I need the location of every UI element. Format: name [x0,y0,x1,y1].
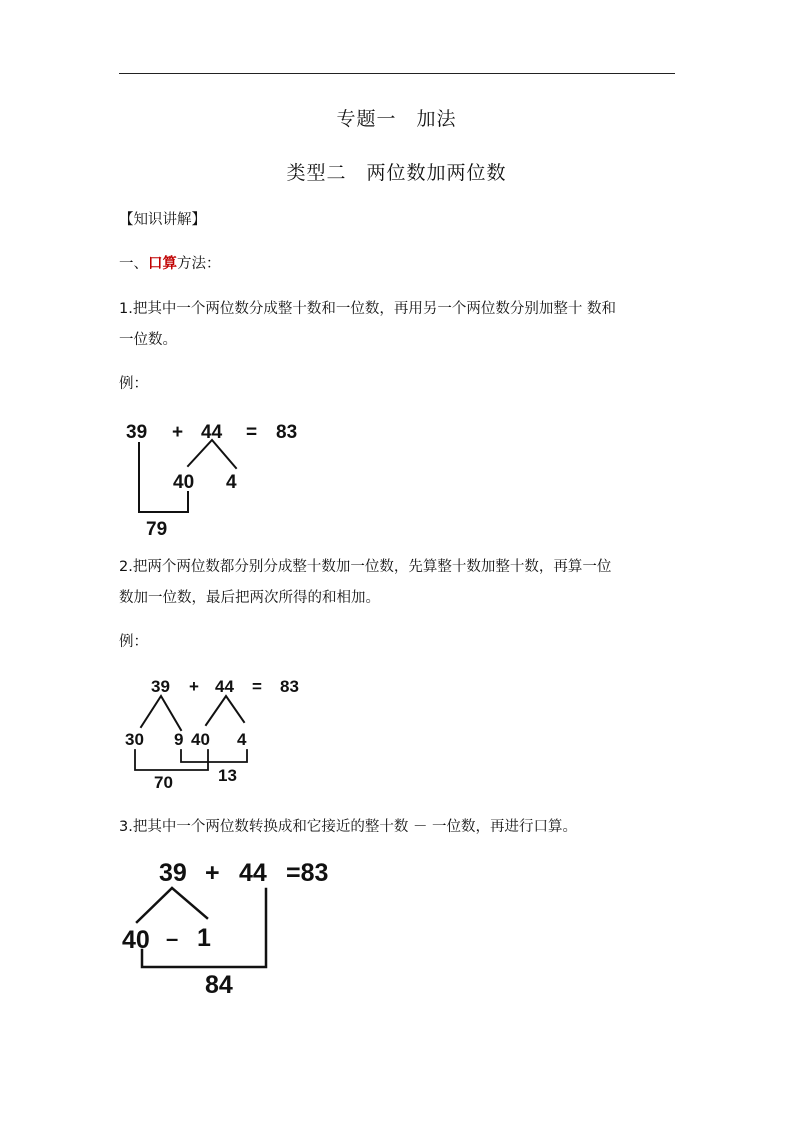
fig1-plus: + [172,422,184,443]
fig1-split-tens: 40 [173,472,195,493]
page-title: 专题一 加法 [336,108,457,130]
fig1-a: 39 [126,422,148,443]
rule2-line2: 数加一位数，最后把两次所得的和相加。 [119,590,380,606]
fig2-tens-sum: 70 [154,773,173,792]
fig2-result: 83 [280,677,299,696]
fig3-partial: 84 [205,971,233,999]
fig3-b: 44 [239,859,267,887]
fig3-round-tens: 40 [122,926,150,954]
fig2-a-ones: 9 [174,730,184,749]
fig2-a: 39 [151,677,170,696]
rule1-example-label: 例： [119,376,148,392]
fig3-plus: + [205,859,220,887]
fig1-eq: = [246,422,258,443]
fig3-a: 39 [159,859,187,887]
method-prefix: 一、 [119,256,148,272]
fig1-partial: 79 [146,519,168,540]
section-tag: 【知识讲解】 [119,212,206,228]
rule2-line1: 2.把两个两位数都分别分成整十数加一位数，先算整十数加整十数，再算一位 [119,559,612,575]
fig1-result: 83 [276,422,298,443]
fig2-a-tens: 30 [125,730,144,749]
rule1-line1: 1.把其中一个两位数分成整十数和一位数，再用另一个两位数分别加整十 数和 [119,301,616,317]
fig3-branch [137,888,207,922]
method-highlight: 口算 [148,256,177,272]
fig1-split-ones: 4 [226,472,237,493]
fig2-b-ones: 4 [237,730,247,749]
fig2-b-tens: 40 [191,730,210,749]
rule2-example-label: 例： [119,634,148,650]
fig3-diff: 1 [197,924,211,952]
method-suffix: 方法： [177,256,221,272]
rule1-line2: 一位数。 [119,332,177,348]
fig1-b: 44 [201,422,223,443]
fig3-eq-result: =83 [286,859,329,887]
fig2-b: 44 [215,677,234,696]
fig2-ones-sum: 13 [218,766,237,785]
fig2-plus: + [189,677,199,696]
fig3-minus: – [166,926,179,951]
fig2-eq: = [252,677,262,696]
page-subtitle: 类型二 两位数加两位数 [286,162,507,184]
rule3-line1: 3.把其中一个两位数转换成和它接近的整十数 － 一位数，再进行口算。 [119,819,578,835]
